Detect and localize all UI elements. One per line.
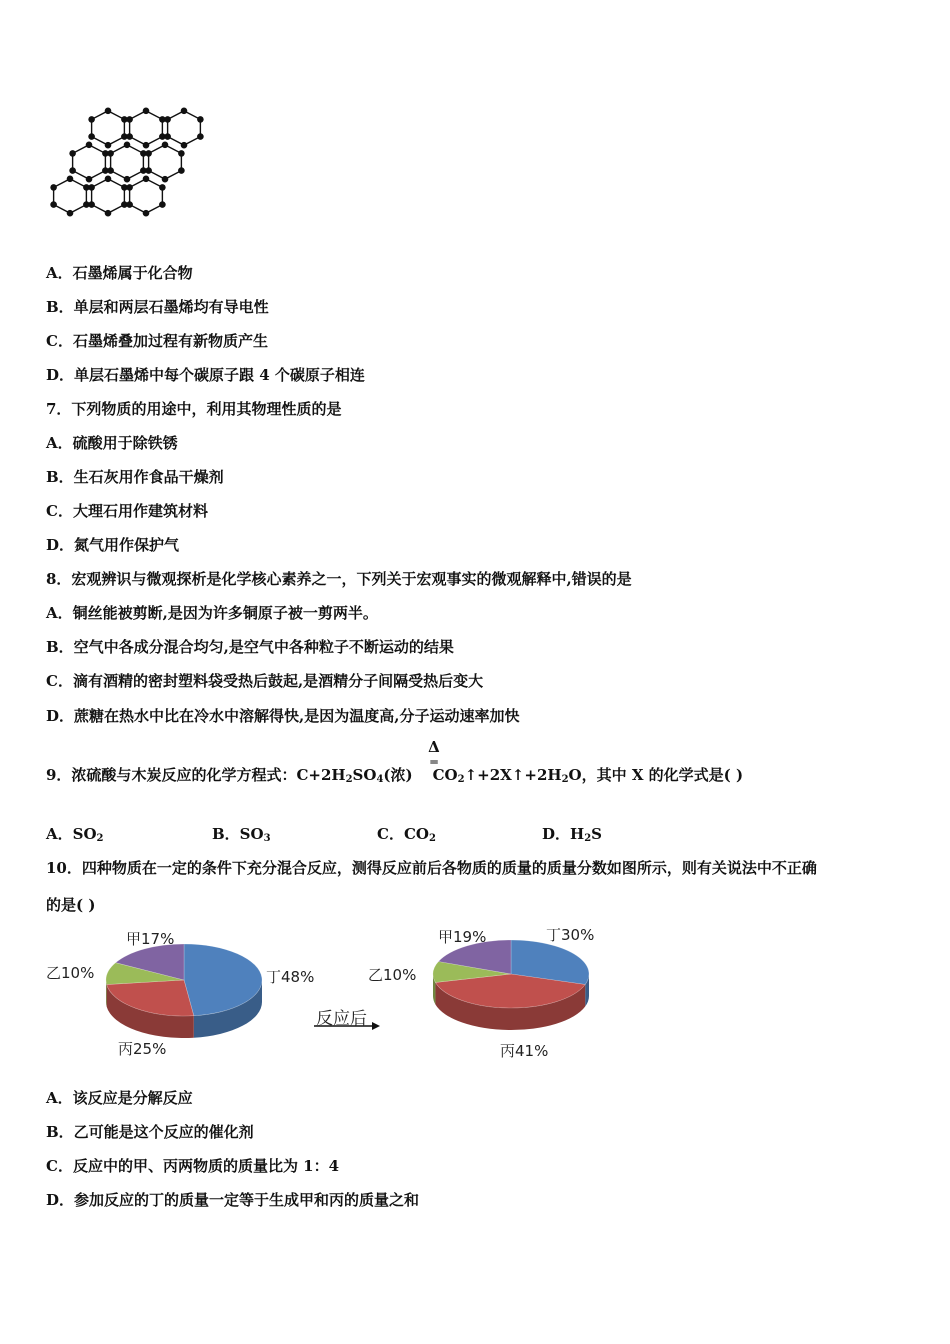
carbon-atom <box>107 150 114 157</box>
pie2-label-yi: 乙10% <box>368 966 417 984</box>
carbon-atom <box>88 116 95 123</box>
carbon-atom <box>105 210 112 217</box>
q9-option-label: D．H <box>542 825 585 843</box>
q9-option-sub: 2 <box>96 833 104 844</box>
q8-stem: 8．宏观辨识与微观探析是化学核心素养之一，下列关于宏观事实的微观解释中,错误的是 <box>46 570 632 588</box>
hexagon-ring <box>54 179 87 213</box>
q9-stem-prefix: 9．浓硫酸与木炭反应的化学方程式：C+2H <box>46 766 346 784</box>
carbon-atom <box>162 176 169 183</box>
hexagon-ring <box>130 111 163 145</box>
hexagon-ring <box>73 145 106 179</box>
q9-option-tail: S <box>591 825 602 843</box>
q8-option-d[interactable]: D．蔗糖在热水中比在冷水中溶解得快,是因为温度高,分子运动速率加快 <box>46 707 520 725</box>
q9-sub: 2 <box>457 774 465 785</box>
q9-stem-part: ↑+2X↑+2H <box>464 766 562 784</box>
q7-option-b[interactable]: B．生石灰用作食品干燥剂 <box>46 468 224 486</box>
carbon-atom <box>88 201 95 208</box>
pie1-label-yi: 乙10% <box>46 964 95 982</box>
heat-symbol: Δ <box>428 738 440 756</box>
q9-stem-part: CO <box>432 766 458 784</box>
arrow-label: 反应后 <box>316 1009 367 1029</box>
carbon-atom <box>107 167 114 174</box>
hexagon-ring <box>92 179 125 213</box>
carbon-atom <box>164 116 171 123</box>
carbon-atom <box>67 176 74 183</box>
carbon-atom <box>145 150 152 157</box>
carbon-atom <box>162 142 169 149</box>
carbon-atom <box>105 142 112 149</box>
q9-option-label: C．CO <box>377 825 429 843</box>
carbon-atom <box>105 108 112 115</box>
carbon-atom <box>145 167 152 174</box>
carbon-atom <box>124 142 131 149</box>
q7-option-c[interactable]: C．大理石用作建筑材料 <box>46 502 208 520</box>
q10-option-a[interactable]: A．该反应是分解反应 <box>46 1089 193 1107</box>
carbon-atom <box>143 176 150 183</box>
q10-option-b[interactable]: B．乙可能是这个反应的催化剂 <box>46 1123 254 1141</box>
carbon-atom <box>126 184 133 191</box>
carbon-atom <box>126 133 133 140</box>
q9-stem-part: (浓) <box>383 766 413 784</box>
q9-option-label: A．SO <box>46 825 97 843</box>
q10-stem-line1: 10．四种物质在一定的条件下充分混合反应，测得反应前后各物质的质量的质量分数如图所示，则有关说法中不正确 <box>46 859 817 877</box>
pie1-label-jia: 甲17% <box>126 930 175 948</box>
pie2-label-jia: 甲19% <box>438 928 487 946</box>
carbon-atom <box>86 176 93 183</box>
q7-option-a[interactable]: A．硫酸用于除铁锈 <box>46 434 178 452</box>
carbon-atom <box>181 142 188 149</box>
q6-option-b[interactable]: B．单层和两层石墨烯均有导电性 <box>46 298 269 316</box>
carbon-atom <box>143 108 150 115</box>
q7-option-d[interactable]: D．氮气用作保护气 <box>46 536 180 554</box>
carbon-atom <box>88 133 95 140</box>
carbon-atom <box>86 142 93 149</box>
q9-sub: 4 <box>376 774 384 785</box>
carbon-atom <box>197 116 204 123</box>
q9-stem <box>46 764 743 785</box>
q6-option-d[interactable]: D．单层石墨烯中每个碳原子跟 4 个碳原子相连 <box>46 366 365 384</box>
carbon-atom <box>69 167 76 174</box>
carbon-atom <box>164 133 171 140</box>
hexagon-ring <box>149 145 182 179</box>
carbon-atom <box>50 201 57 208</box>
q9-stem-part: O，其中 X 的化学式是( ) <box>568 766 744 784</box>
carbon-atom <box>159 184 166 191</box>
q10-stem-line2: 的是( ) <box>46 896 96 914</box>
q10-option-c[interactable]: C．反应中的甲、丙两物质的质量比为 1：4 <box>46 1157 340 1175</box>
carbon-atom <box>50 184 57 191</box>
carbon-atom <box>143 210 150 217</box>
carbon-atom <box>88 184 95 191</box>
q8-option-b[interactable]: B．空气中各成分混合均匀,是空气中各种粒子不断运动的结果 <box>46 638 454 656</box>
carbon-atom <box>178 167 185 174</box>
hexagon-ring <box>111 145 144 179</box>
q9-option-b[interactable] <box>212 823 271 844</box>
q9-option-a[interactable] <box>46 823 104 844</box>
pie2-label-ding: 丁30% <box>546 926 595 944</box>
q9-option-sub: 2 <box>428 833 436 844</box>
q6-option-c[interactable]: C．石墨烯叠加过程有新物质产生 <box>46 332 268 350</box>
carbon-atom <box>143 142 150 149</box>
carbon-atom <box>69 150 76 157</box>
q9-sub: 2 <box>345 774 353 785</box>
carbon-atom <box>126 201 133 208</box>
pie2-label-bing: 丙41% <box>500 1042 549 1060</box>
q10-option-d[interactable]: D．参加反应的丁的质量一定等于生成甲和丙的质量之和 <box>46 1191 420 1209</box>
graphene-lattice-figure <box>40 100 215 225</box>
hexagon-ring <box>92 111 125 145</box>
carbon-atom <box>124 176 131 183</box>
q9-stem-part: SO <box>352 766 377 784</box>
q9-option-sub: 3 <box>263 833 271 844</box>
q9-sub: 2 <box>561 774 569 785</box>
pie1-label-ding: 丁48% <box>266 968 315 986</box>
carbon-atom <box>178 150 185 157</box>
carbon-atom <box>126 116 133 123</box>
hexagon-ring <box>168 111 201 145</box>
q8-option-a[interactable]: A．铜丝能被剪断,是因为许多铜原子被一剪两半。 <box>46 604 378 622</box>
hexagon-ring <box>130 179 163 213</box>
q9-option-c[interactable] <box>377 823 436 844</box>
q9-option-sub: 2 <box>584 833 592 844</box>
reaction-arrow-head <box>372 1022 380 1030</box>
q9-option-d[interactable] <box>542 823 602 844</box>
q6-option-a[interactable]: A．石墨烯属于化合物 <box>46 264 193 282</box>
reaction-condition-heat: Δ ═ <box>428 738 440 769</box>
q9-option-label: B．SO <box>212 825 264 843</box>
q8-option-c[interactable]: C．滴有酒精的密封塑料袋受热后鼓起,是酒精分子间隔受热后变大 <box>46 672 484 690</box>
carbon-atom <box>67 210 74 217</box>
carbon-atom <box>159 201 166 208</box>
q7-stem: 7．下列物质的用途中，利用其物理性质的是 <box>46 400 342 418</box>
carbon-atom <box>105 176 112 183</box>
pie1-label-bing: 丙25% <box>118 1040 167 1058</box>
carbon-atom <box>197 133 204 140</box>
carbon-atom <box>181 108 188 115</box>
